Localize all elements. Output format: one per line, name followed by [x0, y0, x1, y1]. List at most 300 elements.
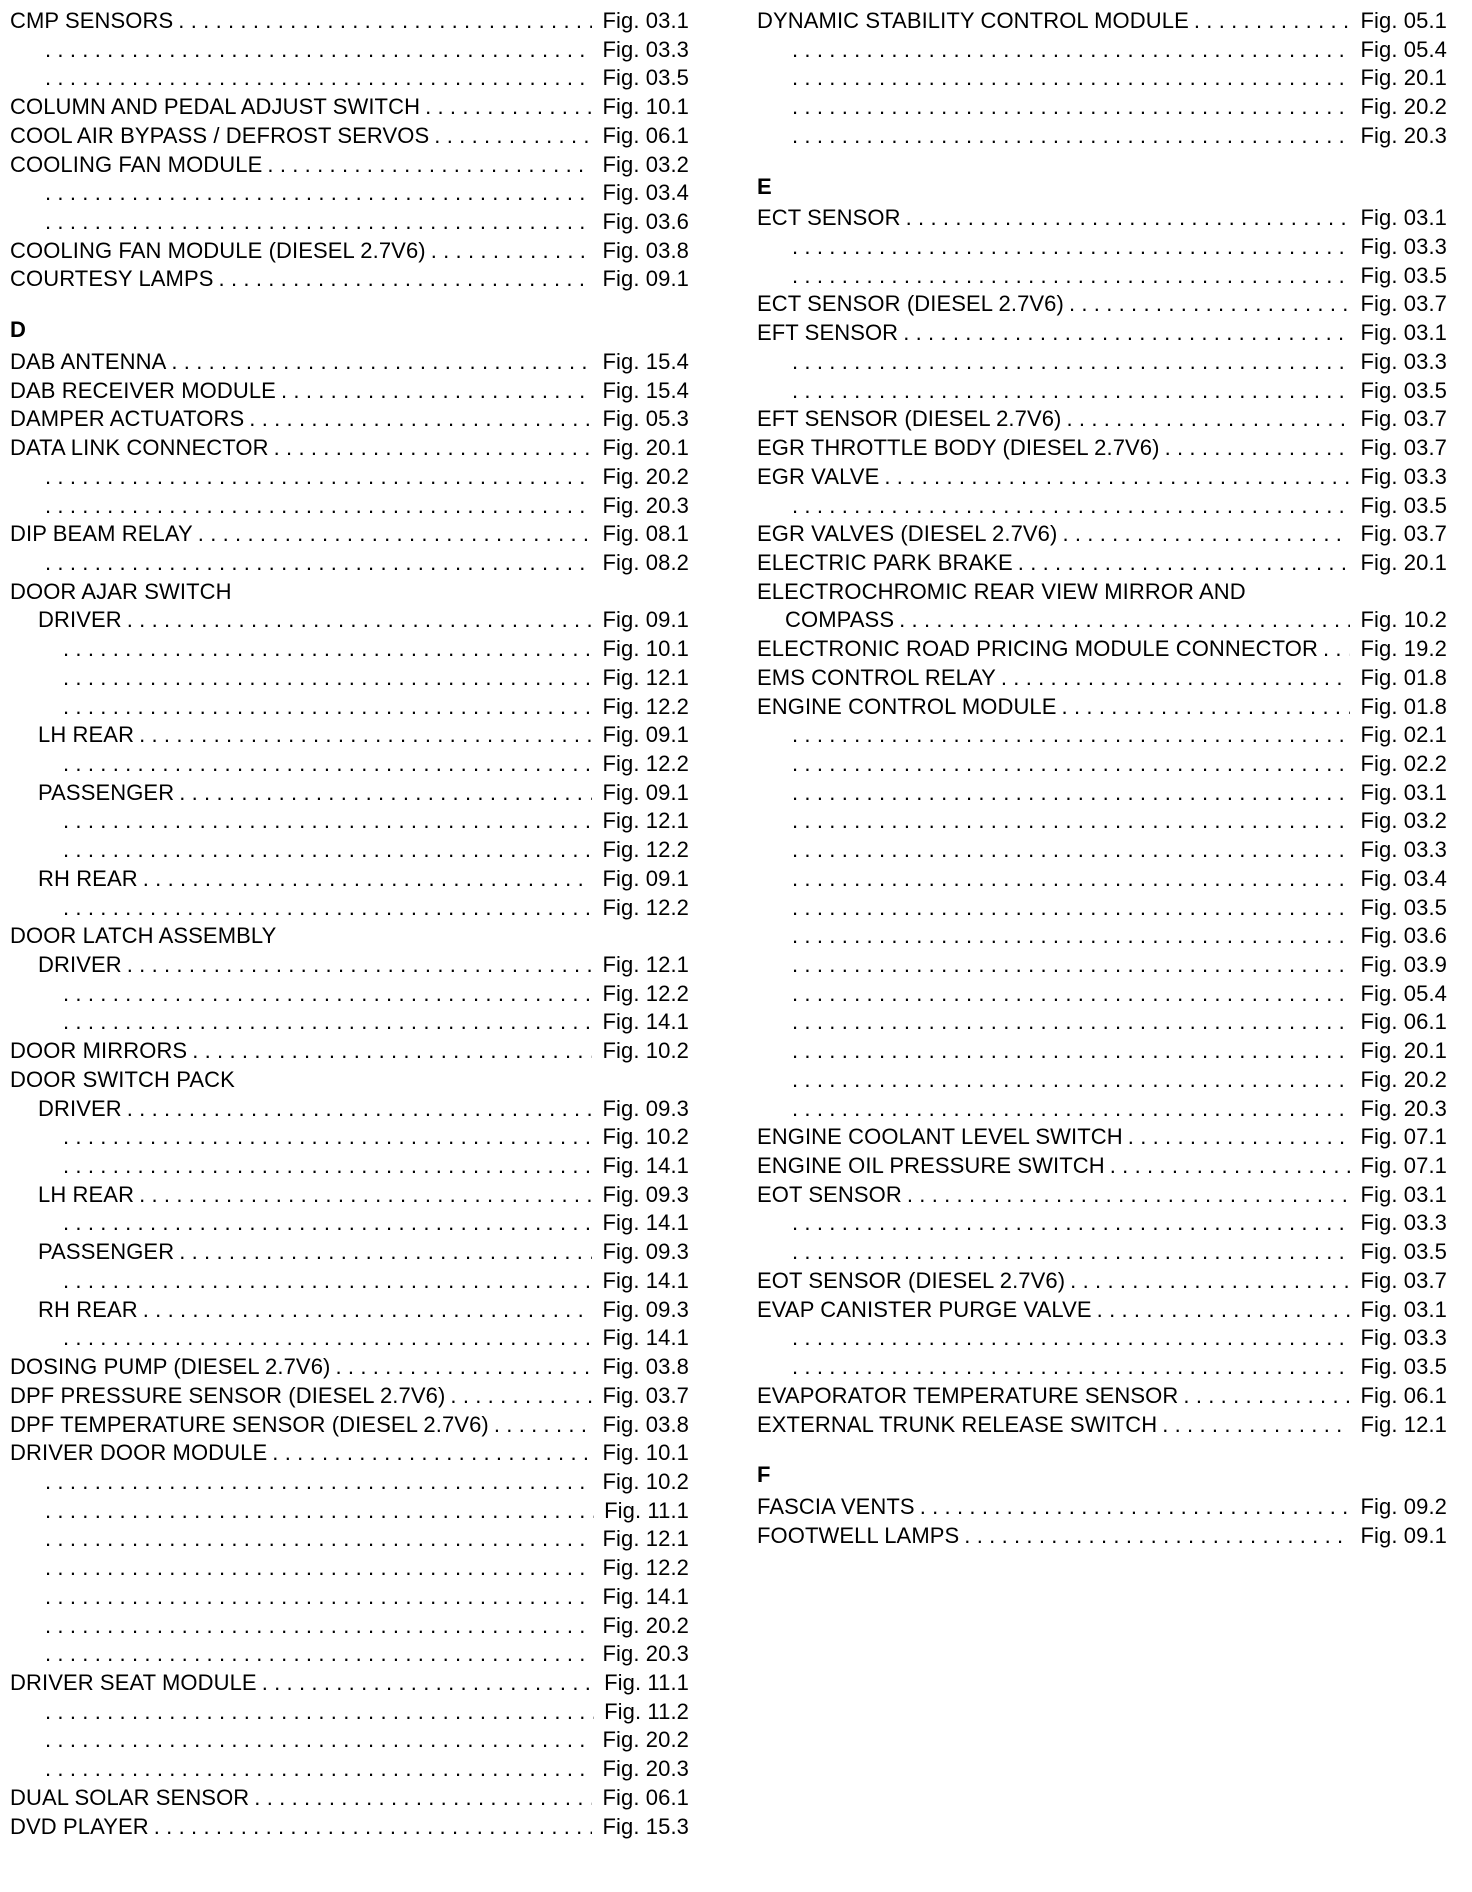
- figure-ref: Fig. 20.3: [1360, 122, 1447, 148]
- index-row-continuation: [757, 492, 1447, 521]
- entry-label: COOLING FAN MODULE (DIESEL 2.7V6): [10, 237, 426, 263]
- figure-ref: Fig. 09.3: [602, 1296, 689, 1322]
- index-row-continuation: [10, 1008, 689, 1037]
- dot-leader: [792, 122, 1350, 151]
- index-row-continuation: [757, 1066, 1447, 1095]
- entry-label: EFT SENSOR (DIESEL 2.7V6): [757, 406, 1062, 432]
- figure-ref: Fig. 11.2: [604, 1698, 689, 1724]
- dot-leader: [45, 64, 592, 93]
- figure-ref: Fig. 12.2: [602, 837, 689, 863]
- dot-leader: [1162, 1411, 1350, 1440]
- dot-leader: [45, 36, 592, 65]
- figure-ref: Fig. 03.2: [1360, 808, 1447, 834]
- figure-ref: Fig. 11.1: [604, 1497, 689, 1523]
- index-row: [757, 664, 1447, 693]
- index-row-continuation: [10, 36, 689, 65]
- figure-ref: Fig. 10.2: [602, 1038, 689, 1064]
- dot-leader: [139, 1181, 592, 1210]
- dot-leader: [45, 1698, 594, 1727]
- dot-leader: [63, 664, 592, 693]
- dot-leader: [45, 492, 592, 521]
- dot-leader: [127, 951, 593, 980]
- figure-ref: Fig. 03.3: [1360, 348, 1447, 374]
- entry-label: DAB RECEIVER MODULE: [10, 377, 276, 403]
- entry-label: DAMPER ACTUATORS: [10, 406, 245, 432]
- figure-ref: Fig. 03.8: [602, 237, 689, 263]
- figure-ref: Fig. 03.1: [602, 8, 689, 33]
- entry-label: ECT SENSOR (DIESEL 2.7V6): [757, 291, 1064, 317]
- entry-label: ENGINE COOLANT LEVEL SWITCH: [757, 1124, 1123, 1150]
- index-row: [757, 1493, 1447, 1522]
- figure-ref: Fig. 14.1: [602, 1009, 689, 1035]
- index-row-continuation: [757, 980, 1447, 1009]
- figure-ref: Fig. 12.1: [602, 1526, 689, 1552]
- figure-ref: Fig. 03.7: [1360, 291, 1447, 317]
- figure-ref: Fig. 08.1: [602, 521, 689, 547]
- dot-leader: [272, 1439, 592, 1468]
- figure-ref: Fig. 05.4: [1360, 36, 1447, 62]
- dot-leader: [179, 779, 592, 808]
- index-row: [10, 578, 689, 607]
- dot-leader: [1165, 434, 1351, 463]
- entry-label: ELECTRONIC ROAD PRICING MODULE CONNECTOR: [757, 636, 1318, 662]
- dot-leader: [219, 265, 593, 294]
- dot-leader: [431, 237, 593, 266]
- dot-leader: [249, 405, 592, 434]
- dot-leader: [792, 1353, 1350, 1382]
- figure-ref: Fig. 03.2: [602, 151, 689, 177]
- dot-leader: [792, 233, 1350, 262]
- entry-label: EFT SENSOR: [757, 320, 899, 346]
- entry-label: COOL AIR BYPASS / DEFROST SERVOS: [10, 122, 430, 148]
- dot-leader: [1066, 405, 1350, 434]
- index-row: [757, 1522, 1447, 1551]
- dot-leader: [494, 1411, 593, 1440]
- index-row-continuation: [10, 463, 689, 492]
- figure-ref: Fig. 20.1: [1360, 65, 1447, 91]
- index-row-continuation: [10, 836, 689, 865]
- index-row-continuation: [10, 549, 689, 578]
- dot-leader: [254, 1784, 592, 1813]
- figure-ref: Fig. 03.1: [1360, 1296, 1447, 1322]
- entry-label: ENGINE CONTROL MODULE: [757, 693, 1057, 719]
- index-row: [757, 520, 1447, 549]
- figure-ref: Fig. 20.1: [1360, 549, 1447, 575]
- entry-label: DOSING PUMP (DIESEL 2.7V6): [10, 1354, 331, 1380]
- figure-ref: Fig. 06.1: [1360, 1382, 1447, 1408]
- dot-leader: [1110, 1152, 1351, 1181]
- dot-leader: [1001, 664, 1351, 693]
- figure-ref: Fig. 12.2: [602, 980, 689, 1006]
- figure-ref: Fig. 20.2: [602, 1612, 689, 1638]
- figure-ref: Fig. 14.1: [602, 1153, 689, 1179]
- figure-ref: Fig. 07.1: [1360, 1124, 1447, 1150]
- figure-ref: Fig. 14.1: [602, 1267, 689, 1293]
- index-row-continuation: [757, 262, 1447, 291]
- index-row: [10, 434, 689, 463]
- index-row-continuation: [757, 807, 1447, 836]
- dot-leader: [792, 377, 1350, 406]
- figure-ref: Fig. 09.3: [602, 1239, 689, 1265]
- index-row-continuation: [10, 807, 689, 836]
- figure-ref: Fig. 03.5: [1360, 894, 1447, 920]
- index-row-continuation: [10, 1525, 689, 1554]
- index-row: [10, 1439, 689, 1468]
- figure-ref: Fig. 03.5: [1360, 377, 1447, 403]
- figure-ref: Fig. 05.1: [1360, 8, 1447, 33]
- index-row-continuation: [757, 1037, 1447, 1066]
- figure-ref: Fig. 03.7: [1360, 521, 1447, 547]
- entry-label: DVD PLAYER: [10, 1813, 149, 1839]
- index-row-continuation: [757, 1324, 1447, 1353]
- entry-label: CMP SENSORS: [10, 8, 174, 33]
- figure-ref: Fig. 20.2: [602, 463, 689, 489]
- index-row: [757, 1411, 1447, 1440]
- index-row-continuation: [10, 1267, 689, 1296]
- entry-label: DOOR SWITCH PACK: [10, 1066, 235, 1092]
- entry-label: LH REAR: [38, 722, 135, 748]
- entry-label: EVAP CANISTER PURGE VALVE: [757, 1296, 1092, 1322]
- dot-leader: [792, 492, 1350, 521]
- index-row: [757, 549, 1447, 578]
- entry-label: ECT SENSOR: [757, 205, 901, 231]
- figure-ref: Fig. 05.3: [602, 406, 689, 432]
- index-row-continuation: [757, 348, 1447, 377]
- figure-ref: Fig. 15.3: [602, 1813, 689, 1839]
- figure-ref: Fig. 10.2: [602, 1468, 689, 1494]
- figure-ref: Fig. 03.1: [1360, 779, 1447, 805]
- figure-ref: Fig. 09.1: [602, 865, 689, 891]
- dot-leader: [63, 1008, 592, 1037]
- index-row-continuation: [757, 233, 1447, 262]
- figure-ref: Fig. 03.6: [602, 209, 689, 235]
- dot-leader: [45, 179, 592, 208]
- dot-leader: [139, 721, 592, 750]
- index-row-continuation: [757, 1238, 1447, 1267]
- figure-ref: Fig. 03.8: [602, 1411, 689, 1437]
- figure-ref: Fig. 01.8: [1360, 664, 1447, 690]
- figure-ref: Fig. 09.1: [602, 607, 689, 633]
- index-row-continuation: [757, 951, 1447, 980]
- index-row: [757, 578, 1447, 607]
- dot-leader: [45, 1755, 592, 1784]
- figure-ref: Fig. 20.3: [602, 1641, 689, 1667]
- index-row-continuation: [10, 1324, 689, 1353]
- index-row: [10, 1784, 689, 1813]
- entry-label: FOOTWELL LAMPS: [757, 1522, 960, 1548]
- index-row-continuation: [757, 836, 1447, 865]
- dot-leader: [63, 1152, 592, 1181]
- figure-ref: Fig. 03.3: [1360, 463, 1447, 489]
- index-row: [10, 865, 689, 894]
- figure-ref: Fig. 12.1: [602, 952, 689, 977]
- figure-ref: Fig. 01.8: [1360, 693, 1447, 719]
- figure-ref: Fig. 03.7: [1360, 406, 1447, 432]
- entry-label: EGR THROTTLE BODY (DIESEL 2.7V6): [757, 435, 1160, 461]
- index-row: [757, 1123, 1447, 1152]
- figure-ref: Fig. 05.4: [1360, 980, 1447, 1006]
- index-row-continuation: [757, 721, 1447, 750]
- dot-leader: [792, 750, 1350, 779]
- dot-leader: [262, 1669, 594, 1698]
- dot-leader: [1062, 693, 1351, 722]
- dot-leader: [45, 1554, 592, 1583]
- index-row-continuation: [757, 750, 1447, 779]
- dot-leader: [792, 1008, 1350, 1037]
- index-row-continuation: [10, 1583, 689, 1612]
- index-row-continuation: [10, 208, 689, 237]
- index-row-continuation: [757, 1095, 1447, 1124]
- dot-leader: [127, 1095, 593, 1124]
- index-row: [10, 721, 689, 750]
- dot-leader: [192, 1037, 592, 1066]
- entry-label: DUAL SOLAR SENSOR: [10, 1784, 250, 1810]
- entry-label: ELECTROCHROMIC REAR VIEW MIRROR AND: [757, 578, 1246, 604]
- index-row-continuation: [10, 1698, 689, 1727]
- figure-ref: Fig. 03.3: [1360, 837, 1447, 863]
- index-row: [10, 1669, 689, 1698]
- entry-label: ENGINE OIL PRESSURE SWITCH: [757, 1153, 1105, 1179]
- figure-ref: Fig. 02.2: [1360, 750, 1447, 776]
- dot-leader: [45, 1726, 592, 1755]
- dot-leader: [274, 434, 593, 463]
- entry-label: PASSENGER: [38, 1239, 175, 1265]
- index-row: [10, 1037, 689, 1066]
- figure-ref: Fig. 03.1: [1360, 320, 1447, 346]
- figure-ref: Fig. 03.7: [1360, 435, 1447, 461]
- dot-leader: [178, 7, 592, 36]
- index-row-continuation: [757, 865, 1447, 894]
- dot-leader: [792, 1324, 1350, 1353]
- index-row-continuation: [10, 1209, 689, 1238]
- index-row-continuation: [10, 1152, 689, 1181]
- dot-leader: [45, 1583, 592, 1612]
- entry-label: ELECTRIC PARK BRAKE: [757, 549, 1013, 575]
- figure-ref: Fig. 09.3: [602, 1181, 689, 1207]
- dot-leader: [1062, 520, 1350, 549]
- figure-ref: Fig. 08.2: [602, 549, 689, 575]
- dot-leader: [792, 836, 1350, 865]
- figure-ref: Fig. 15.4: [602, 348, 689, 374]
- figure-ref: Fig. 14.1: [602, 1583, 689, 1609]
- figure-ref: Fig. 10.1: [602, 94, 689, 120]
- index-row-continuation: [757, 1008, 1447, 1037]
- index-row-continuation: [10, 894, 689, 923]
- dot-leader: [281, 377, 593, 406]
- dot-leader: [45, 1640, 592, 1669]
- figure-ref: Fig. 06.1: [602, 122, 689, 148]
- index-row: [10, 520, 689, 549]
- dot-leader: [63, 836, 592, 865]
- index-row: [10, 122, 689, 151]
- dot-leader: [1097, 1296, 1351, 1325]
- dot-leader: [63, 1209, 592, 1238]
- entry-label: COURTESY LAMPS: [10, 266, 214, 292]
- dot-leader: [884, 463, 1350, 492]
- entry-label: RH REAR: [38, 865, 138, 891]
- entry-label: COLUMN AND PEDAL ADJUST SWITCH: [10, 94, 421, 120]
- index-row: [757, 434, 1447, 463]
- dot-leader: [45, 1497, 594, 1526]
- dot-leader: [792, 93, 1350, 122]
- entry-label: DRIVER DOOR MODULE: [10, 1440, 268, 1466]
- index-column-right: [757, 7, 1447, 1550]
- dot-leader: [179, 1238, 592, 1267]
- dot-leader: [1018, 549, 1351, 578]
- dot-leader: [63, 635, 592, 664]
- figure-ref: Fig. 20.3: [602, 1756, 689, 1782]
- dot-leader: [45, 549, 592, 578]
- dot-leader: [154, 1813, 593, 1842]
- dot-leader: [1183, 1382, 1350, 1411]
- figure-ref: Fig. 14.1: [602, 1325, 689, 1351]
- dot-leader: [792, 36, 1350, 65]
- figure-ref: Fig. 03.3: [1360, 234, 1447, 260]
- figure-ref: Fig. 03.3: [1360, 1210, 1447, 1236]
- dot-leader: [792, 348, 1350, 377]
- index-row: [10, 348, 689, 377]
- index-row: [10, 1181, 689, 1210]
- dot-leader: [899, 606, 1350, 635]
- index-row: [10, 951, 689, 980]
- dot-leader: [792, 1209, 1350, 1238]
- figure-ref: Fig. 10.2: [1360, 607, 1447, 633]
- figure-ref: Fig. 20.2: [1360, 1066, 1447, 1092]
- index-row-continuation: [757, 377, 1447, 406]
- entry-label: DRIVER SEAT MODULE: [10, 1669, 257, 1695]
- figure-ref: Fig. 14.1: [602, 1210, 689, 1236]
- index-row-continuation: [10, 1612, 689, 1641]
- figure-ref: Fig. 03.5: [1360, 1239, 1447, 1265]
- dot-leader: [964, 1522, 1350, 1551]
- entry-label: EVAPORATOR TEMPERATURE SENSOR: [757, 1382, 1179, 1408]
- index-row-continuation: [10, 980, 689, 1009]
- entry-label: COMPASS: [785, 607, 895, 633]
- figure-ref: Fig. 20.3: [602, 492, 689, 518]
- dot-leader: [792, 894, 1350, 923]
- index-row-continuation: [10, 693, 689, 722]
- figure-ref: Fig. 10.1: [602, 636, 689, 662]
- index-row: [10, 1095, 689, 1124]
- figure-ref: Fig. 02.1: [1360, 722, 1447, 748]
- dot-leader: [1070, 1267, 1350, 1296]
- entry-label: EXTERNAL TRUNK RELEASE SWITCH: [757, 1411, 1158, 1437]
- index-row-continuation: [10, 664, 689, 693]
- dot-leader: [63, 1324, 592, 1353]
- index-row: [757, 635, 1447, 664]
- entry-label: COOLING FAN MODULE: [10, 151, 263, 177]
- dot-leader: [45, 1525, 592, 1554]
- figure-ref: Fig. 12.2: [602, 894, 689, 920]
- dot-leader: [63, 693, 592, 722]
- entry-label: DRIVER: [38, 1095, 122, 1121]
- dot-leader: [792, 779, 1350, 808]
- index-row: [10, 606, 689, 635]
- dot-leader: [907, 1181, 1351, 1210]
- index-row-continuation: [10, 1726, 689, 1755]
- dot-leader: [1323, 635, 1351, 664]
- figure-ref: Fig. 03.7: [602, 1382, 689, 1408]
- dot-leader: [127, 606, 593, 635]
- index-row-continuation: [10, 1640, 689, 1669]
- index-row-continuation: [10, 1497, 689, 1526]
- entry-label: DRIVER: [38, 607, 122, 633]
- index-row: [757, 1267, 1447, 1296]
- index-row-continuation: [10, 750, 689, 779]
- entry-label: PASSENGER: [38, 779, 175, 805]
- dot-leader: [335, 1353, 592, 1382]
- figure-ref: Fig. 20.1: [602, 435, 689, 461]
- dot-leader: [792, 865, 1350, 894]
- index-row-continuation: [10, 1468, 689, 1497]
- figure-ref: Fig. 12.2: [602, 750, 689, 776]
- entry-label: EOT SENSOR (DIESEL 2.7V6): [757, 1267, 1066, 1293]
- index-row: [757, 290, 1447, 319]
- dot-leader: [143, 1296, 593, 1325]
- dot-leader: [425, 93, 592, 122]
- entry-label: EGR VALVES (DIESEL 2.7V6): [757, 521, 1058, 547]
- dot-leader: [63, 1267, 592, 1296]
- dot-leader: [45, 1468, 592, 1497]
- index-row-continuation: [10, 64, 689, 93]
- index-row: [10, 405, 689, 434]
- index-row: [10, 1296, 689, 1325]
- index-row: [10, 151, 689, 180]
- index-row: [757, 1382, 1447, 1411]
- figure-ref: Fig. 20.2: [602, 1727, 689, 1753]
- figure-ref: Fig. 03.9: [1360, 952, 1447, 977]
- index-row: [10, 779, 689, 808]
- index-column-left: [10, 7, 689, 1841]
- figure-ref: Fig. 06.1: [602, 1784, 689, 1810]
- dot-leader: [903, 319, 1350, 348]
- dot-leader: [171, 348, 592, 377]
- index-row-continuation: [757, 1209, 1447, 1238]
- index-row: [10, 93, 689, 122]
- figure-ref: Fig. 03.6: [1360, 923, 1447, 949]
- index-row: [10, 1066, 689, 1095]
- dot-leader: [792, 1238, 1350, 1267]
- figure-ref: Fig. 20.2: [1360, 94, 1447, 120]
- index-row: [10, 1813, 689, 1842]
- figure-ref: Fig. 03.5: [1360, 492, 1447, 518]
- figure-ref: Fig. 10.1: [602, 1440, 689, 1466]
- dot-leader: [434, 122, 592, 151]
- dot-leader: [45, 208, 592, 237]
- figure-ref: Fig. 20.1: [1360, 1038, 1447, 1064]
- index-row-continuation: [10, 492, 689, 521]
- figure-ref: Fig. 03.7: [1360, 1267, 1447, 1293]
- figure-ref: Fig. 20.3: [1360, 1095, 1447, 1121]
- figure-ref: Fig. 09.1: [602, 266, 689, 292]
- figure-ref: Fig. 03.8: [602, 1354, 689, 1380]
- index-row-continuation: [757, 36, 1447, 65]
- section-letter: D: [10, 317, 26, 343]
- dot-leader: [45, 463, 592, 492]
- index-row: [757, 405, 1447, 434]
- figure-ref: Fig. 12.2: [602, 1555, 689, 1581]
- section-letter: E: [757, 173, 772, 199]
- figure-ref: Fig. 03.5: [1360, 262, 1447, 288]
- dot-leader: [906, 204, 1351, 233]
- dot-leader: [792, 1066, 1350, 1095]
- entry-label: DOOR LATCH ASSEMBLY: [10, 923, 277, 949]
- figure-ref: Fig. 12.1: [1360, 1411, 1447, 1437]
- dot-leader: [920, 1493, 1351, 1522]
- index-row-continuation: [10, 1755, 689, 1784]
- figure-ref: Fig. 07.1: [1360, 1153, 1447, 1179]
- index-row: [757, 1296, 1447, 1325]
